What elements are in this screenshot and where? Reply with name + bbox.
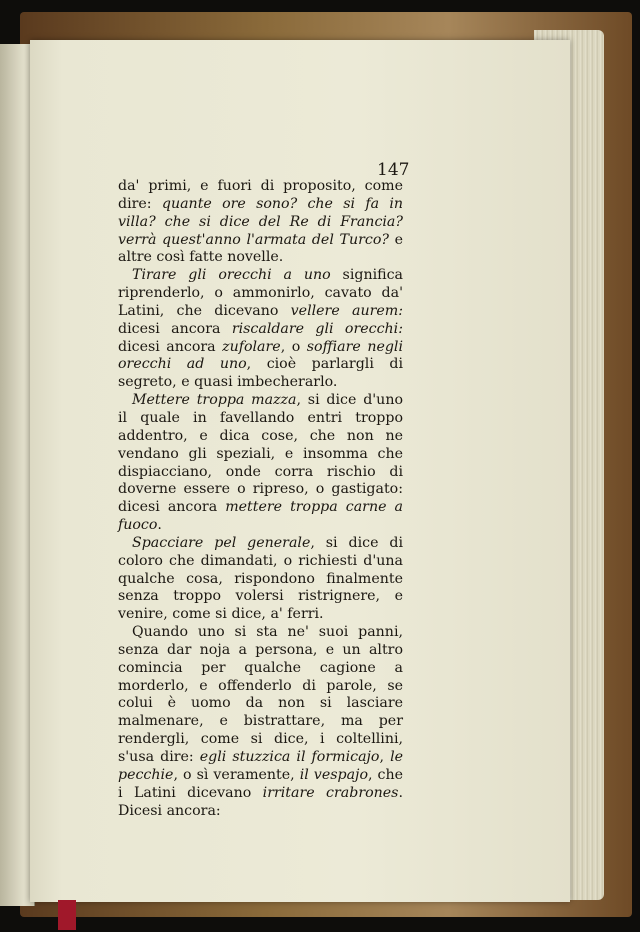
- paragraph: [118, 267, 403, 392]
- text-run: , si dice di coloro che dimandati, o richiesti d'una qualche cosa, rispondono finalmente senza troppo volersi ristrignere, e venire, come si dice, a' ferri.: [118, 534, 403, 623]
- italic-phrase: Spacciare pel generale: [132, 534, 311, 551]
- paragraph: [118, 624, 403, 820]
- paragraph: [118, 535, 403, 624]
- italic-phrase: Mettere troppa mazza: [132, 392, 297, 409]
- italic-phrase: irritare crabrones: [262, 784, 399, 801]
- text-run: , cioè parlargli di segreto, e quasi imbecherarlo.: [118, 356, 403, 391]
- italic-phrase: mettere troppa carne a fuoco: [118, 499, 403, 534]
- text-run: da' primi, e fuori di proposito, come dire:: [118, 178, 403, 212]
- text-run: , che i Latini dicevano: [118, 766, 404, 801]
- paragraph: [118, 178, 403, 267]
- text-run: Quando uno si sta ne' suoi panni, senza dar noja a persona, e un altro comincia per qualche cagione a morderlo, e offenderlo di parole, se colui è uomo da non si lasciare malmenare, e bistrattare, ma per rendergli, come si dice, i coltellini, s'usa dire:: [118, 624, 403, 765]
- text-run: e altre così fatte novelle.: [118, 231, 403, 266]
- italic-phrase: Tirare gli orecchi a uno: [132, 267, 331, 284]
- italic-phrase: zufolare: [222, 338, 281, 355]
- italic-phrase: quante ore sono? che si fa in villa? che si dice del Re di Francia? verrà quest'anno l'armata del Turco?: [118, 195, 404, 248]
- text-run: , o sì veramente,: [173, 766, 300, 783]
- bookmark-ribbon: [58, 900, 76, 930]
- text-run: , o: [280, 338, 307, 355]
- italic-phrase: egli stuzzica il formicajo: [199, 749, 380, 765]
- text-run: . Dicesi ancora:: [118, 784, 403, 819]
- paragraph: [118, 392, 403, 535]
- text-run: ,: [379, 749, 391, 765]
- text-run: .: [157, 517, 162, 534]
- page-body-text: [118, 178, 403, 820]
- italic-phrase: il vespajo: [299, 766, 368, 783]
- text-run: , si dice d'uno il quale in favellando entri troppo addentro, e dica cose, che non ne vendano gli speziali, e insomma che dispiacciano, onde corra rischio di doverne essere o ripreso, o gastigato: dicesi ancora: [118, 392, 403, 516]
- page-number: 147: [377, 160, 410, 180]
- italic-phrase: riscaldare gli orecchi:: [231, 320, 403, 337]
- text-run: dicesi ancora: [118, 320, 232, 337]
- italic-phrase: vellere aurem:: [290, 302, 403, 319]
- text-run: dicesi ancora: [118, 338, 223, 355]
- text-run: significa riprenderlo, o ammonirlo, cavato da' Latini, che dicevano: [118, 267, 403, 319]
- italic-phrase: le pecchie: [118, 749, 403, 783]
- italic-phrase: soffiare negli orecchi ad uno: [118, 338, 404, 373]
